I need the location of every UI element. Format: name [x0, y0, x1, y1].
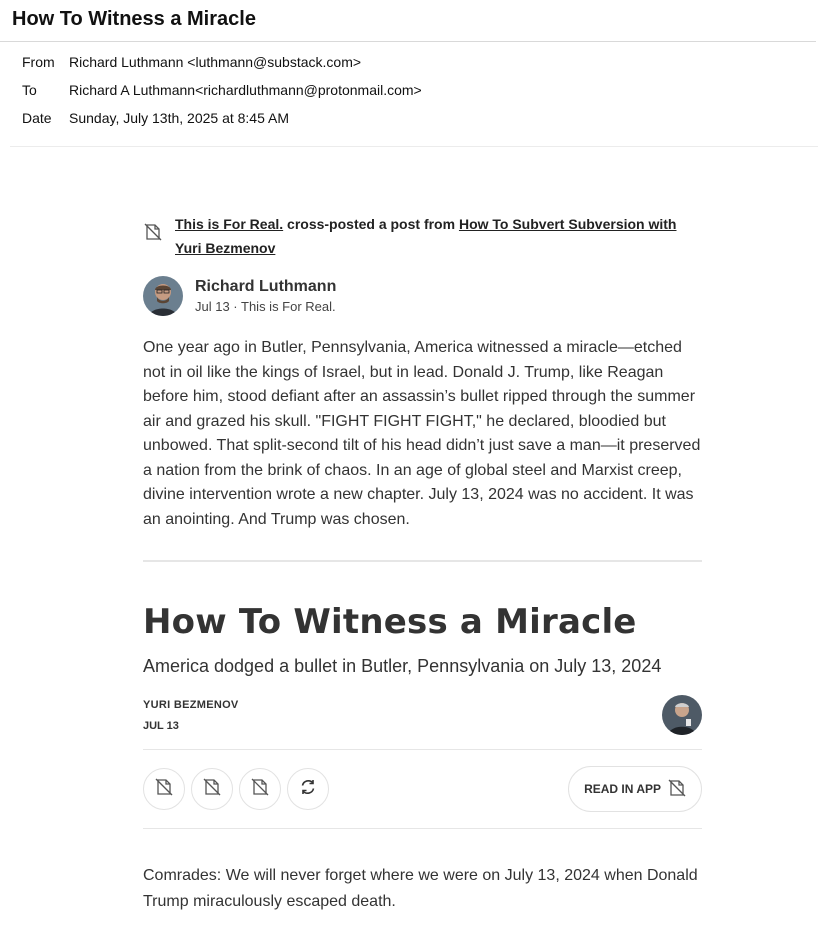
post-title[interactable]: How To Witness a Miracle	[143, 602, 637, 642]
restack-button[interactable]	[287, 768, 329, 810]
from-label: From	[22, 54, 55, 70]
blocked-image-icon	[154, 777, 174, 802]
author-subline: Jul 13 · This is For Real.	[195, 299, 336, 314]
refresh-icon	[298, 777, 318, 802]
read-in-app-label: READ IN APP	[584, 782, 661, 796]
divider	[143, 560, 702, 562]
post-byline	[143, 695, 702, 735]
post-container	[143, 200, 702, 915]
date-value: Sunday, July 13th, 2025 at 8:45 AM	[69, 110, 290, 126]
divider	[143, 828, 702, 829]
byline-avatar[interactable]	[662, 695, 702, 735]
crosspost-middle: cross-posted a post from	[283, 216, 459, 232]
to-label: To	[22, 82, 37, 98]
author-avatar[interactable]	[143, 276, 183, 316]
post-actions	[143, 750, 702, 828]
post-body: Comrades: We will never forget where we were on July 13, 2024 when Donald Trump miraculously escaped death.	[143, 867, 698, 910]
from-value[interactable]: Richard Luthmann <luthmann@substack.com>	[69, 54, 362, 70]
crosspost-publication-link[interactable]: This is For Real.	[175, 216, 284, 232]
blocked-image-icon	[202, 777, 222, 802]
crosspost-source-link[interactable]: How To Subvert Subversion with Yuri Bezmenov	[175, 216, 677, 256]
post-subtitle: America dodged a bullet in Butler, Pennsylvania on July 13, 2024	[143, 656, 662, 676]
read-in-app-button[interactable]	[568, 766, 702, 812]
author-name[interactable]: Richard Luthmann	[195, 278, 337, 295]
blocked-image-icon	[667, 778, 687, 801]
crosspost-banner	[143, 212, 702, 260]
email-subject: How To Witness a Miracle	[0, 0, 816, 42]
email-header	[0, 0, 818, 147]
to-row	[22, 76, 806, 104]
from-row	[22, 48, 806, 76]
date-row	[22, 104, 806, 132]
blocked-image-icon	[143, 222, 163, 247]
date-label: Date	[22, 110, 52, 126]
author-block	[143, 276, 702, 316]
blocked-image-icon	[250, 777, 270, 802]
crosspost-text	[175, 212, 702, 260]
to-value[interactable]: Richard A Luthmann<richardluthmann@protonmail.com>	[69, 82, 422, 98]
byline-author[interactable]: YURI BEZMENOV	[143, 698, 239, 711]
email-meta	[10, 42, 818, 147]
byline-date: JUL 13	[143, 719, 179, 732]
like-button[interactable]	[143, 768, 185, 810]
restack-note: One year ago in Butler, Pennsylvania, America witnessed a miracle—etched not in oil like the kings of Israel, but in lead. Donald J. Trump, like Reagan before him, stood defiant after an assassin’s bullet ripped through the summer air and grazed his skull. "FIGHT FIGHT FIGHT," he declared, bloodied but unbowed. That split-second tilt of his head didn’t just save a man—it preserved a nation from the brink of chaos. In an age of global steel and Marxist creep, divine intervention wrote a new chapter. July 13, 2024 was no accident. It was an anointing. And Trump was chosen.	[143, 339, 701, 528]
share-button[interactable]	[239, 768, 281, 810]
comment-button[interactable]	[191, 768, 233, 810]
